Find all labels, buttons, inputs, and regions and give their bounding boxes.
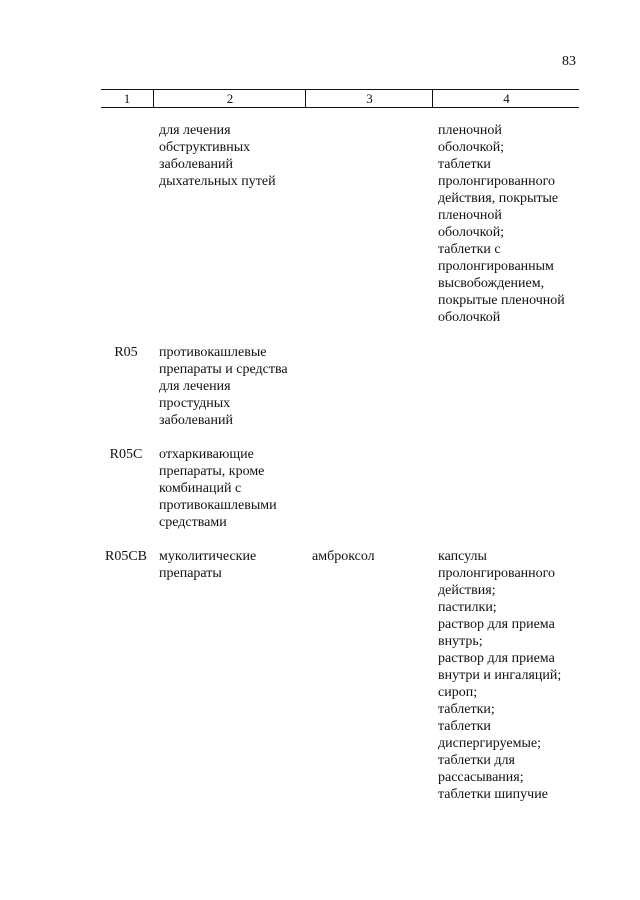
row-0-name-line-1: обструктивных (159, 140, 251, 155)
row-0-name-line-2: заболеваний (159, 157, 233, 172)
row-0-form-line-6: оболочкой; (438, 225, 505, 240)
row-3-forms (438, 548, 576, 803)
row-1-name-line-3: простудных (159, 396, 231, 411)
header-col-1: 1 (123, 91, 131, 106)
row-3-code: R05CB (104, 549, 147, 564)
row-1-code: R05 (114, 345, 138, 360)
row-3-form-line-2: действия; (438, 583, 496, 598)
row-3-name-line-1: препараты (159, 566, 222, 581)
page-number: 83 (562, 54, 576, 69)
row-3-form-line-3: пастилки; (438, 600, 497, 615)
row-3-drug: амброксол (312, 549, 375, 564)
row-0-form-line-0: пленочной (438, 123, 502, 138)
row-1-name-line-4: заболеваний (159, 413, 233, 428)
row-2-name-line-2: комбинаций с (159, 481, 242, 496)
row-0-form-line-2: таблетки (438, 157, 491, 172)
row-2-name-line-1: препараты, кроме (159, 464, 265, 479)
row-1-name-line-1: препараты и средства (159, 362, 288, 377)
row-0-form-line-4: действия, покрытые (438, 191, 559, 206)
row-0-form-line-5: пленочной (438, 208, 502, 223)
row-3-form-line-8: сироп; (438, 685, 478, 700)
row-3-form-line-1: пролонгированного (438, 566, 556, 581)
row-3-form-line-9: таблетки; (438, 702, 495, 717)
row-0-form-line-3: пролонгированного (438, 174, 556, 189)
header-col-2: 2 (153, 90, 306, 107)
row-2-name-line-3: противокашлевыми (159, 498, 277, 513)
row-0-form-line-1: оболочкой; (438, 140, 505, 155)
row-3-form-line-10: таблетки (438, 719, 491, 734)
row-2-name-line-4: средствами (159, 515, 227, 530)
row-3-form-line-6: раствор для приема (438, 651, 555, 666)
row-0-name-line-3: дыхательных путей (159, 174, 276, 189)
row-0-form-line-10: покрытые пленочной (438, 293, 565, 308)
table-header (101, 89, 579, 108)
row-0-form-line-7: таблетки с (438, 242, 501, 257)
row-3-form-line-5: внутрь; (438, 634, 483, 649)
row-0-forms (438, 122, 576, 326)
header-col-4: 4 (432, 90, 580, 107)
row-3-form-line-11: диспергируемые; (438, 736, 541, 751)
row-3-form-line-12: таблетки для (438, 753, 515, 768)
row-3-name-line-0: муколитические (159, 549, 257, 564)
row-2-code: R05C (109, 447, 143, 462)
row-3-name (159, 548, 301, 582)
row-0-form-line-8: пролонгированным (438, 259, 554, 274)
row-1-name (159, 344, 301, 429)
row-3-form-line-0: капсулы (438, 549, 487, 564)
row-1-name-line-0: противокашлевые (159, 345, 267, 360)
row-2-name (159, 446, 301, 531)
row-0-name (159, 122, 301, 190)
row-0-form-line-9: высвобождением, (438, 276, 545, 291)
row-1-name-line-2: для лечения (159, 379, 231, 394)
row-3-form-line-13: рассасывания; (438, 770, 524, 785)
row-3-form-line-14: таблетки шипучие (438, 787, 548, 802)
row-3-form-line-4: раствор для приема (438, 617, 555, 632)
row-0-form-line-11: оболочкой (438, 310, 501, 325)
row-3-form-line-7: внутри и ингаляций; (438, 668, 562, 683)
header-col-3: 3 (305, 90, 433, 107)
row-2-name-line-0: отхаркивающие (159, 447, 254, 462)
row-0-name-line-0: для лечения (159, 123, 231, 138)
